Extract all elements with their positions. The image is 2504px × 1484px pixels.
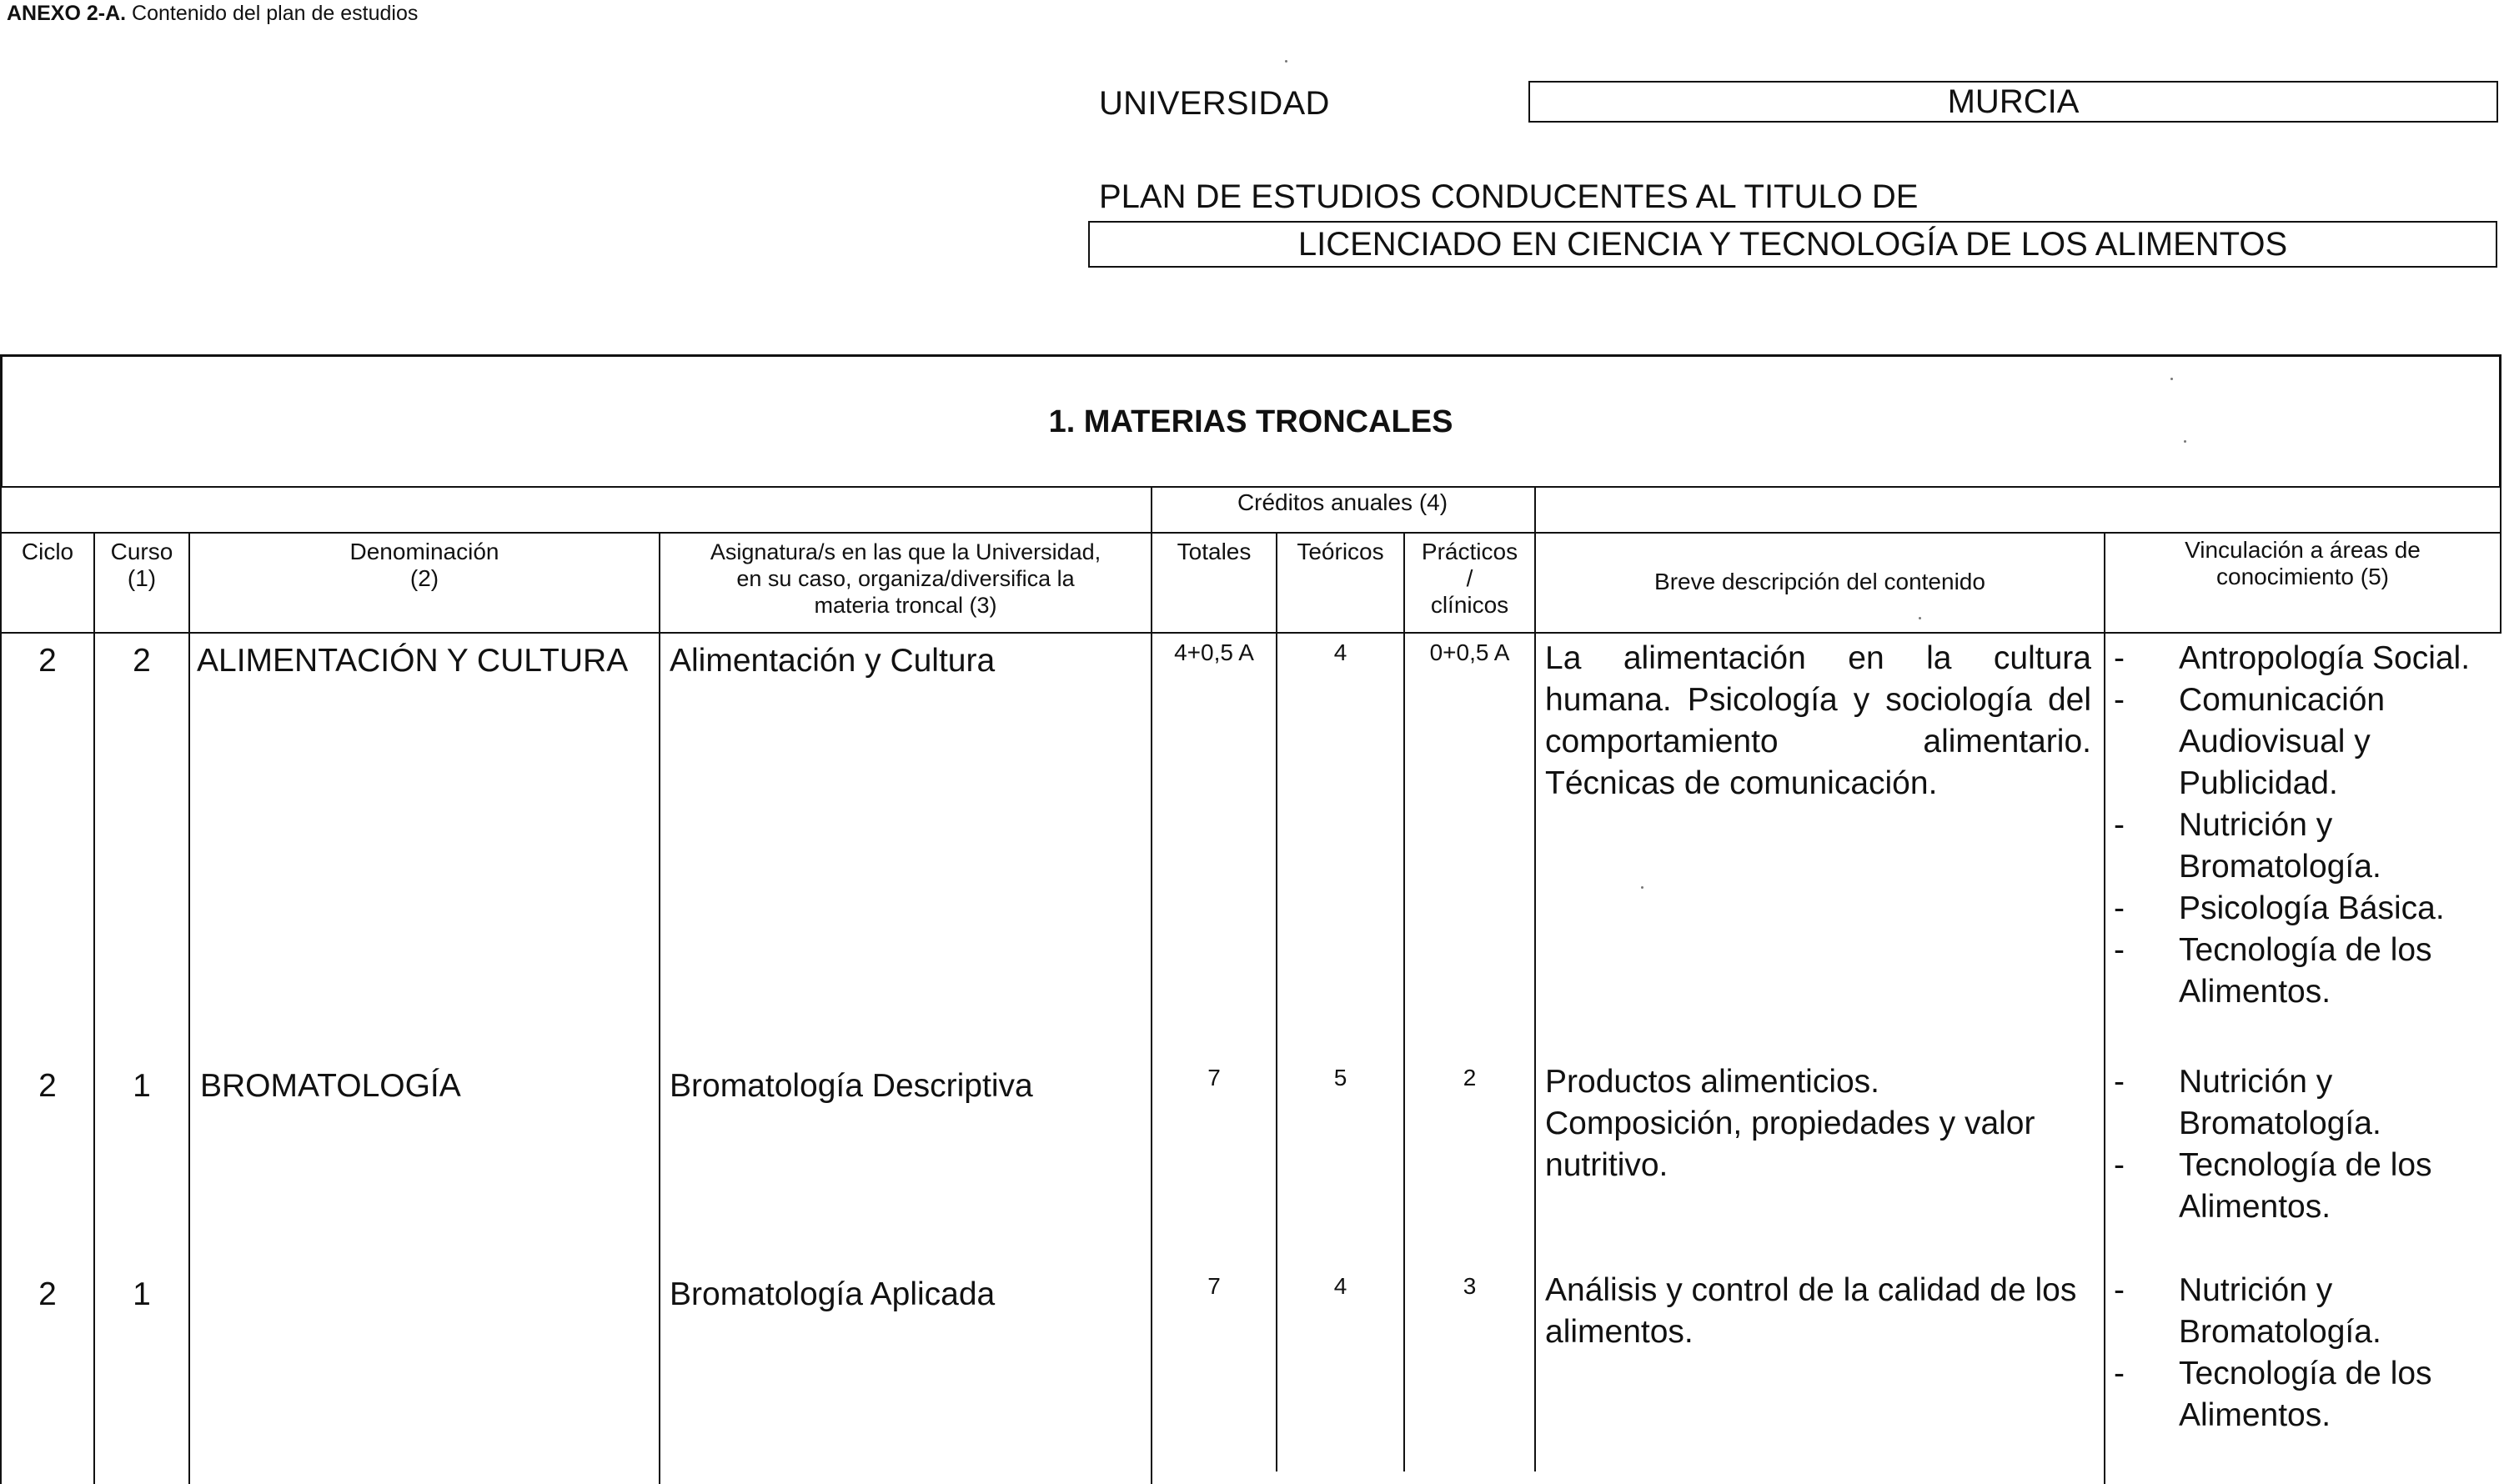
list-dash: -	[2114, 1147, 2125, 1183]
row-teoricos: 5	[1333, 1065, 1347, 1090]
degree-title: LICENCIADO EN CIENCIA Y TECNOLOGÍA DE LOS ALIMENTOS	[1297, 226, 2288, 263]
row-practicos: 3	[1463, 1273, 1477, 1299]
col-header-descripcion: Breve descripción del contenido	[1654, 569, 1985, 594]
col-header-vinculacion	[2105, 537, 2500, 590]
col-sep-teoricos	[1403, 532, 1405, 1471]
row-asignatura: Alimentación y Cultura	[670, 643, 996, 679]
university-label: UNIVERSIDAD	[1099, 85, 1330, 122]
col-sep-curso	[188, 532, 190, 1484]
area-item	[2114, 1270, 2497, 1353]
col-header-asignatura-line2: en su caso, organiza/diversifica la	[736, 566, 1075, 591]
credits-group-header: Créditos anuales (4)	[1237, 489, 1448, 515]
row-descripcion-line: Productos alimenticios.	[1545, 1064, 1880, 1100]
row-curso: 2	[133, 643, 151, 679]
row-teoricos: 4	[1333, 639, 1347, 665]
row-ciclo: 2	[38, 643, 57, 679]
list-dash: -	[2114, 640, 2125, 676]
col-header-practicos-line3: clínicos	[1430, 592, 1509, 618]
area-item	[2114, 1061, 2497, 1145]
col-sep-denominacion	[659, 532, 660, 1484]
area-text: Tecnología de los Alimentos.	[2179, 1356, 2432, 1433]
university-value-box	[1528, 81, 2498, 123]
row-areas	[2114, 638, 2497, 1013]
area-text: Nutrición y Bromatología.	[2179, 807, 2381, 885]
row-denominacion: BROMATOLOGÍA	[200, 1068, 461, 1104]
row-totales: 7	[1207, 1065, 1221, 1090]
row-denominacion: ALIMENTACIÓN Y CULTURA	[197, 643, 629, 679]
row-asignatura: Bromatología Aplicada	[670, 1276, 996, 1312]
row-ciclo: 2	[38, 1068, 57, 1104]
area-text: Tecnología de los Alimentos.	[2179, 1147, 2432, 1225]
scan-speck	[1919, 617, 1921, 619]
annex-label: ANEXO 2-A.	[7, 2, 127, 25]
row-descripcion-line: nutritivo.	[1545, 1147, 1668, 1183]
area-item	[2114, 930, 2497, 1013]
col-header-curso-line2: (1)	[127, 565, 157, 591]
col-sep-totales	[1276, 532, 1277, 1471]
row-asignatura: Bromatología Descriptiva	[670, 1068, 1033, 1104]
col-header-asignatura-line3: materia troncal (3)	[814, 593, 997, 618]
area-text: Tecnología de los Alimentos.	[2179, 932, 2432, 1010]
area-text: Comunicación Audiovisual y Publicidad.	[2179, 682, 2386, 801]
col-header-denominacion-line1: Denominación	[349, 539, 499, 564]
area-text: Nutrición y Bromatología.	[2179, 1064, 2381, 1141]
col-header-teoricos: Teóricos	[1297, 539, 1384, 564]
table-right-border	[2500, 486, 2501, 632]
col-header-curso-line1: Curso	[110, 539, 173, 564]
list-dash: -	[2114, 807, 2125, 843]
area-text: Psicología Básica.	[2179, 890, 2445, 926]
row-descripcion-line: Composición, propiedades y valor	[1545, 1105, 2035, 1141]
list-dash: -	[2114, 890, 2125, 926]
col-header-asignatura	[660, 539, 1151, 619]
area-item	[2114, 1353, 2497, 1436]
annex-text: Contenido del plan de estudios	[126, 2, 419, 25]
area-text: Nutrición y Bromatología.	[2179, 1272, 2381, 1350]
col-sep-descripcion	[2104, 532, 2105, 1484]
area-item	[2114, 888, 2497, 930]
area-item	[2114, 679, 2497, 805]
row-curso: 1	[133, 1276, 151, 1312]
area-item	[2114, 638, 2497, 679]
section-title: 1. MATERIAS TRONCALES	[1048, 404, 1453, 439]
row-areas	[2114, 1061, 2497, 1228]
col-header-denominacion-line2: (2)	[409, 565, 439, 591]
degree-box	[1088, 221, 2497, 268]
row-curso: 1	[133, 1068, 151, 1104]
plan-label: PLAN DE ESTUDIOS CONDUCENTES AL TITULO DE	[1099, 178, 1919, 215]
row-areas	[2114, 1270, 2497, 1436]
col-header-vinculacion-line2: conocimiento (5)	[2216, 564, 2389, 589]
area-text: Antropología Social.	[2179, 640, 2471, 676]
row-practicos: 2	[1463, 1065, 1477, 1090]
col-header-vinculacion-line1: Vinculación a áreas de	[2185, 537, 2421, 563]
area-item	[2114, 1145, 2497, 1228]
header-row-divider	[0, 532, 2501, 534]
col-sep-asignatura	[1151, 486, 1152, 1484]
row-totales: 7	[1207, 1273, 1221, 1299]
scan-speck	[2170, 378, 2173, 380]
row-totales: 4+0,5 A	[1174, 639, 1254, 665]
header-bottom-rule	[0, 632, 2501, 634]
list-dash: -	[2114, 932, 2125, 968]
col-header-totales: Totales	[1177, 539, 1252, 564]
university-value: MURCIA	[1947, 83, 2080, 120]
col-header-asignatura-line1: Asignatura/s en las que la Universidad,	[710, 539, 1101, 564]
row-descripcion	[1545, 1061, 2095, 1186]
scan-speck	[2184, 440, 2186, 443]
row-ciclo: 2	[38, 1276, 57, 1312]
col-header-denominacion	[190, 539, 659, 592]
table-left-border	[0, 486, 2, 1484]
row-practicos: 0+0,5 A	[1429, 639, 1510, 665]
col-header-ciclo: Ciclo	[21, 539, 74, 564]
scan-speck	[1641, 886, 1643, 889]
annex-heading	[7, 2, 418, 26]
col-header-curso	[95, 539, 188, 592]
list-dash: -	[2114, 682, 2125, 718]
area-item	[2114, 805, 2497, 888]
scan-speck	[1285, 60, 1287, 63]
col-header-practicos	[1405, 539, 1534, 619]
col-header-practicos-line1: Prácticos	[1421, 539, 1518, 564]
row-descripcion: Análisis y control de la calidad de los alimentos.	[1545, 1272, 2077, 1350]
list-dash: -	[2114, 1272, 2125, 1308]
list-dash: -	[2114, 1356, 2125, 1391]
row-descripcion: La alimentación en la cultura humana. Psicología y sociología del comportamiento alimentario. Técnicas de comunicación.	[1545, 640, 2091, 801]
list-dash: -	[2114, 1064, 2125, 1100]
row-teoricos: 4	[1333, 1273, 1347, 1299]
col-header-practicos-line2: /	[1466, 565, 1473, 591]
col-sep-practicos	[1534, 486, 1536, 1471]
